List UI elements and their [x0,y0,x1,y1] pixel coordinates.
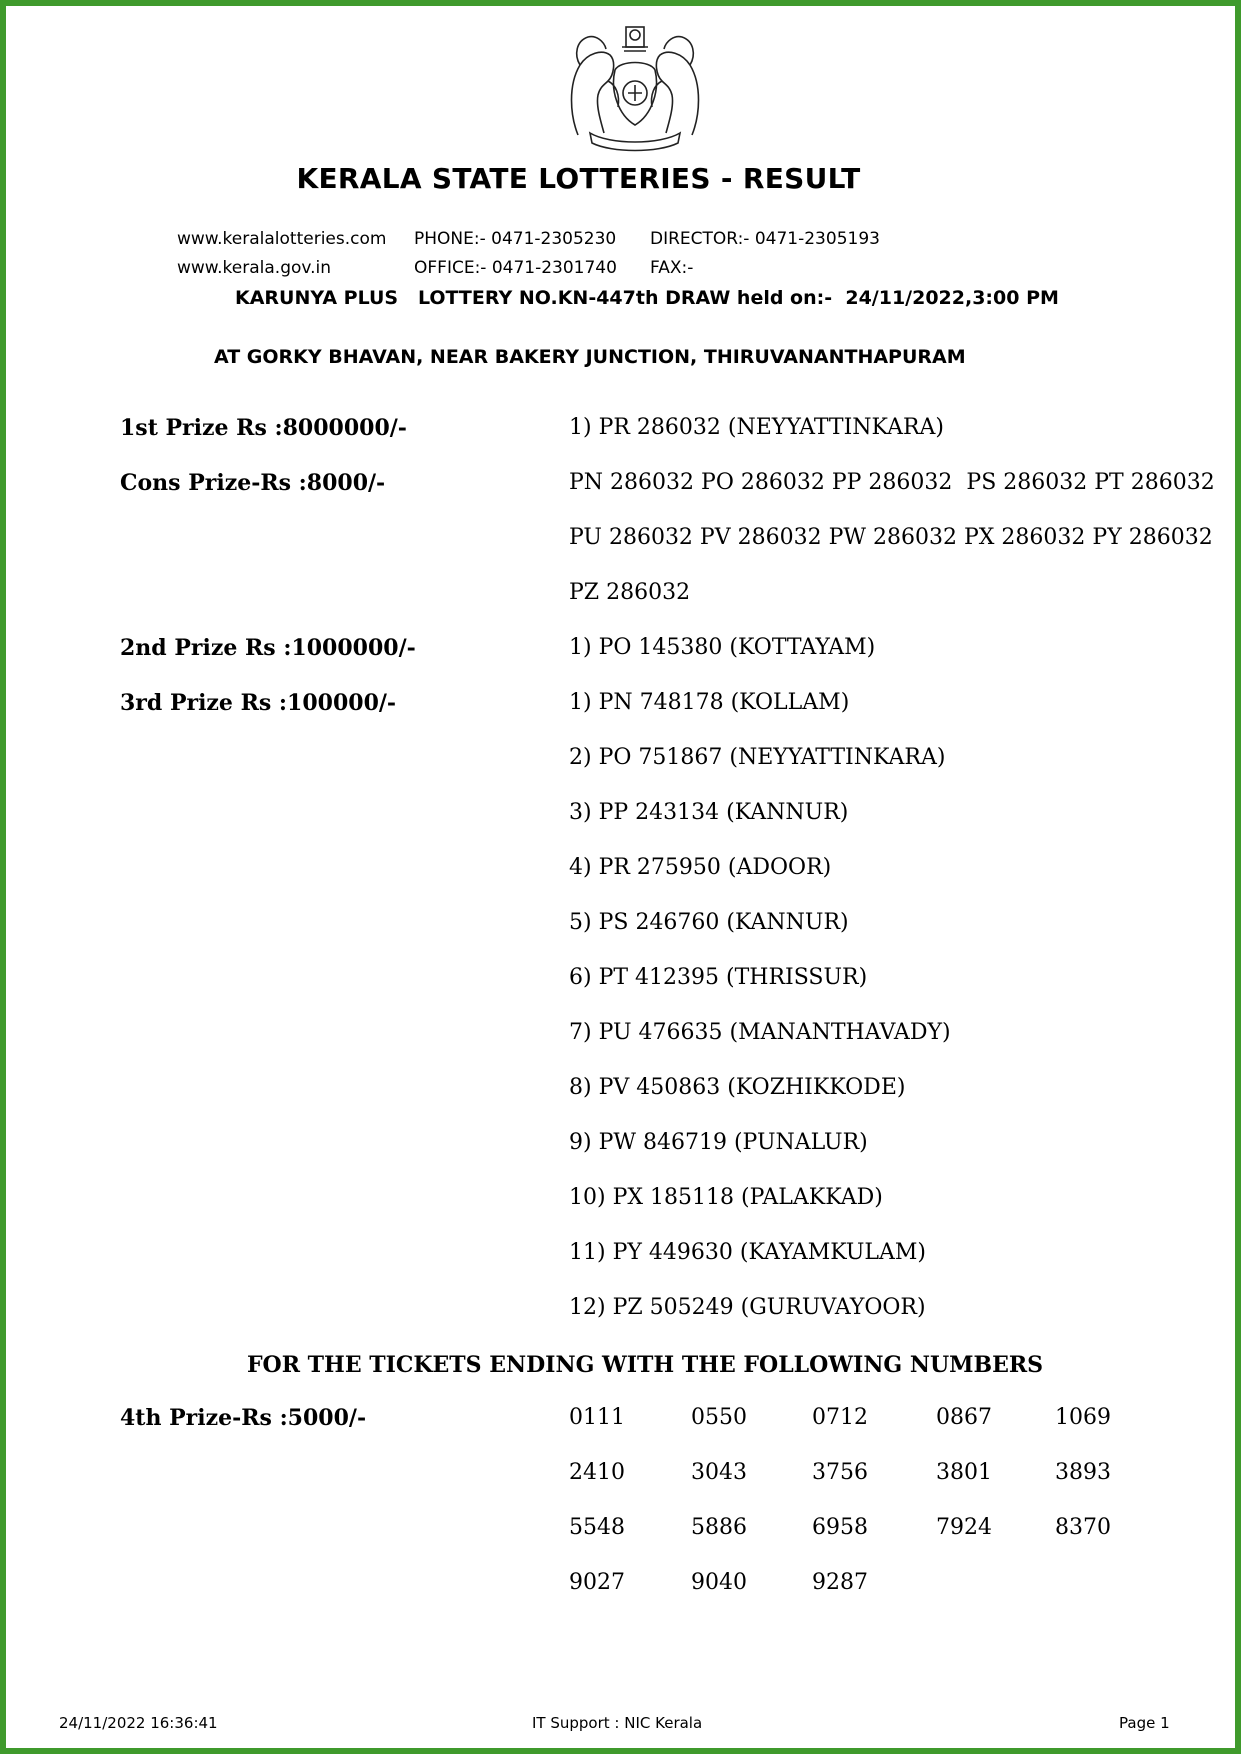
third-prize-winner: 5) PS 246760 (KANNUR) [569,910,849,935]
fourth-prize-number: 5886 [691,1515,747,1540]
footer-timestamp: 24/11/2022 16:36:41 [59,1714,218,1732]
fourth-prize-number: 5548 [569,1515,625,1540]
third-prize-winner: 4) PR 275950 (ADOOR) [569,855,832,880]
third-prize-winner: 2) PO 751867 (NEYYATTINKARA) [569,745,946,770]
website-link-gov[interactable]: www.kerala.gov.in [177,258,332,278]
fourth-prize-number: 9027 [569,1570,625,1595]
fourth-prize-number: 3756 [812,1460,868,1485]
fourth-prize-number: 0712 [812,1405,868,1430]
fourth-prize-number: 0550 [691,1405,747,1430]
kerala-emblem-icon [560,15,710,153]
third-prize-winner: 3) PP 243134 (KANNUR) [569,800,849,825]
footer-page-number: Page 1 [1119,1714,1170,1732]
third-prize-winner: 1) PN 748178 (KOLLAM) [569,690,850,715]
third-prize-winner: 8) PV 450863 (KOZHIKKODE) [569,1075,906,1100]
third-prize-label: 3rd Prize Rs :100000/- [120,690,397,716]
director-number: DIRECTOR:- 0471-2305193 [650,229,880,249]
fourth-prize-number: 9040 [691,1570,747,1595]
draw-details: KARUNYA PLUS LOTTERY NO.KN-447th DRAW held on:- 24/11/2022,3:00 PM [235,287,1059,309]
fourth-prize-label: 4th Prize-Rs :5000/- [120,1405,367,1431]
website-link-lotteries[interactable]: www.keralalotteries.com [177,229,387,249]
fourth-prize-number: 3801 [936,1460,992,1485]
third-prize-winner: 7) PU 476635 (MANANTHAVADY) [569,1020,951,1045]
fourth-prize-number: 0111 [569,1405,625,1430]
page-title: KERALA STATE LOTTERIES - RESULT [296,162,861,195]
ending-numbers-banner: FOR THE TICKETS ENDING WITH THE FOLLOWING NUMBERS [246,1352,1044,1378]
fourth-prize-number: 8370 [1055,1515,1111,1540]
phone-number: PHONE:- 0471-2305230 [414,229,617,249]
third-prize-winner: 11) PY 449630 (KAYAMKULAM) [569,1240,927,1265]
fourth-prize-number: 1069 [1055,1405,1111,1430]
fourth-prize-number: 6958 [812,1515,868,1540]
office-number: OFFICE:- 0471-2301740 [414,258,617,278]
third-prize-winner: 12) PZ 505249 (GURUVAYOOR) [569,1295,926,1320]
fourth-prize-number: 0867 [936,1405,992,1430]
consolation-line: PU 286032 PV 286032 PW 286032 PX 286032 PY 286032 [569,525,1213,550]
consolation-prize-label: Cons Prize-Rs :8000/- [120,470,386,496]
third-prize-winner: 9) PW 846719 (PUNALUR) [569,1130,868,1155]
fourth-prize-number: 3893 [1055,1460,1111,1485]
fourth-prize-number: 3043 [691,1460,747,1485]
first-prize-winner: 1) PR 286032 (NEYYATTINKARA) [569,415,944,440]
second-prize-label: 2nd Prize Rs :1000000/- [120,635,416,661]
third-prize-winner: 10) PX 185118 (PALAKKAD) [569,1185,883,1210]
consolation-line: PZ 286032 [569,580,691,605]
first-prize-label: 1st Prize Rs :8000000/- [120,415,407,441]
fourth-prize-number: 7924 [936,1515,992,1540]
fourth-prize-number: 9287 [812,1570,868,1595]
third-prize-winner: 6) PT 412395 (THRISSUR) [569,965,868,990]
fourth-prize-number: 2410 [569,1460,625,1485]
fax-number: FAX:- [650,258,694,278]
footer-support: IT Support : NIC Kerala [532,1714,703,1732]
second-prize-winner: 1) PO 145380 (KOTTAYAM) [569,635,876,660]
consolation-line: PN 286032 PO 286032 PP 286032 PS 286032 PT 286032 [569,470,1215,495]
draw-venue: AT GORKY BHAVAN, NEAR BAKERY JUNCTION, THIRUVANANTHAPURAM [214,346,966,368]
